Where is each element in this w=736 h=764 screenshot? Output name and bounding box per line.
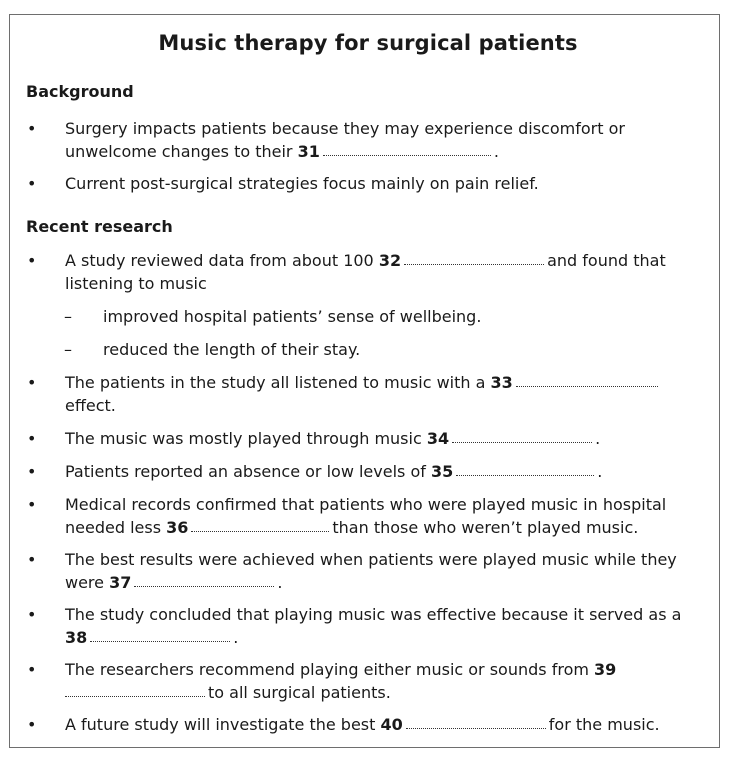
- question-number-36: 36: [166, 518, 189, 537]
- list-item-research-39: The researchers recommend playing either music or sounds from 39 to all surgical patients.: [65, 660, 617, 702]
- list-item-research-33: The patients in the study all listened to music with a 33 effect.: [65, 371, 661, 417]
- page-title: Music therapy for surgical patients: [158, 31, 578, 55]
- question-number-38: 38: [65, 628, 88, 647]
- question-number-31: 31: [297, 142, 320, 161]
- section-heading-background: Background: [26, 82, 134, 101]
- bullet: •: [27, 660, 37, 679]
- sub-item-wellbeing: improved hospital patients’ sense of wellbeing.: [103, 307, 482, 326]
- question-number-40: 40: [380, 715, 403, 734]
- answer-gap-33[interactable]: [516, 385, 658, 387]
- list-item-research-35: Patients reported an absence or low levels of 35 .: [65, 462, 603, 481]
- answer-gap-35[interactable]: [456, 474, 594, 476]
- question-number-39: 39: [594, 660, 617, 679]
- answer-gap-38[interactable]: [90, 640, 230, 642]
- sub-item-stay: reduced the length of their stay.: [103, 340, 361, 359]
- answer-gap-39[interactable]: [65, 695, 205, 697]
- question-number-34: 34: [426, 429, 450, 448]
- answer-gap-37[interactable]: [134, 585, 274, 587]
- question-number-37: 37: [109, 573, 132, 592]
- list-item-research-32: A study reviewed data from about 100 32 and found that listening to music: [65, 251, 666, 293]
- list-item-research-38: The study concluded that playing music was effective because it served as a 38 .: [65, 605, 682, 647]
- question-number-33: 33: [490, 373, 513, 392]
- bullet: •: [27, 429, 37, 448]
- bullet: •: [27, 715, 37, 734]
- list-item-background-2: Current post-surgical strategies focus mainly on pain relief.: [65, 174, 539, 193]
- answer-gap-31[interactable]: [323, 154, 491, 156]
- list-item-research-34: The music was mostly played through music 34 .: [65, 429, 601, 448]
- bullet: •: [27, 495, 37, 514]
- answer-gap-34[interactable]: [452, 441, 592, 443]
- bullet: •: [27, 550, 37, 569]
- answer-gap-36[interactable]: [191, 530, 329, 532]
- answer-gap-32[interactable]: [404, 263, 544, 265]
- list-item-research-37: The best results were achieved when patients were played music while they were 37 .: [65, 550, 677, 592]
- dash: –: [64, 340, 72, 359]
- bullet: •: [27, 251, 37, 270]
- section-heading-recent-research: Recent research: [26, 217, 173, 236]
- bullet: •: [27, 119, 37, 138]
- list-item-research-36: Medical records confirmed that patients who were played music in hospital needed less 36 than those who weren’t played music.: [65, 495, 667, 537]
- bullet: •: [27, 462, 37, 481]
- list-item-background-1: Surgery impacts patients because they may experience discomfort or unwelcome changes to their 31 .: [65, 119, 625, 161]
- list-item-research-40: A future study will investigate the best 40 for the music.: [65, 715, 660, 734]
- bullet: •: [27, 174, 37, 193]
- answer-gap-40[interactable]: [406, 727, 546, 729]
- bullet: •: [27, 605, 37, 624]
- bullet: •: [27, 373, 37, 392]
- question-number-35: 35: [430, 462, 454, 481]
- question-number-32: 32: [378, 251, 402, 270]
- dash: –: [64, 307, 72, 326]
